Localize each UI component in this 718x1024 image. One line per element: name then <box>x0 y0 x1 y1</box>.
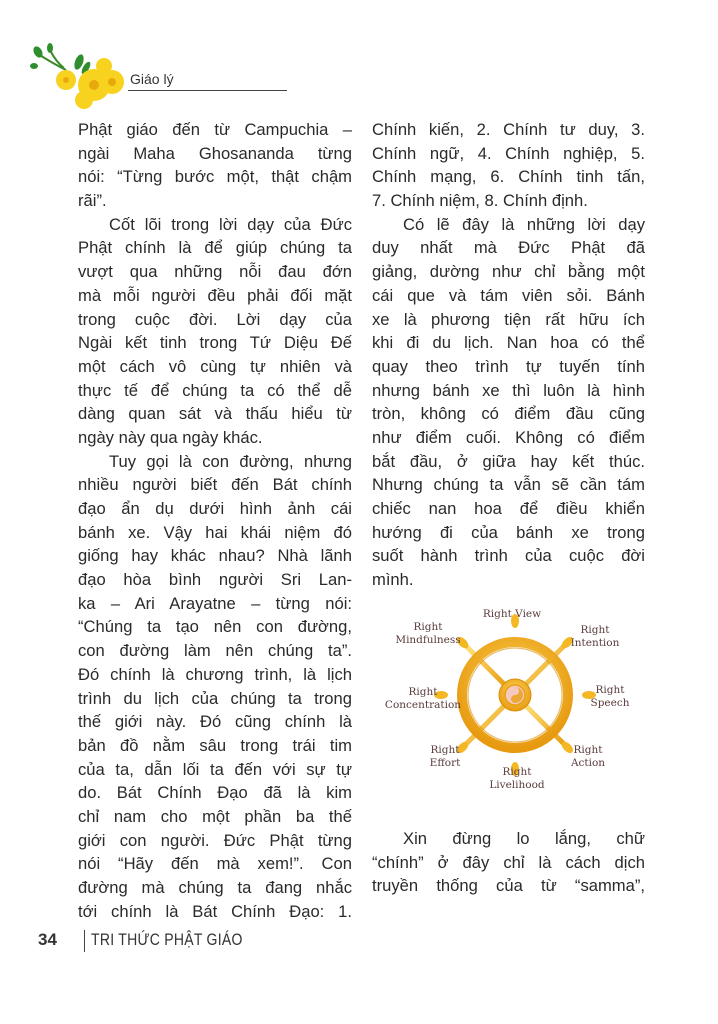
text-line: nhưng bánh xe thì luôn là hình <box>372 380 645 400</box>
text-line: nói: “Từng bước một, thật chậm <box>78 167 352 187</box>
label-right-effort: Right Effort <box>429 744 461 769</box>
text-line: của ta, dẫn lối ta đến với sự tự <box>78 759 352 779</box>
text-line: xe là phương tiện rất hữu ích <box>372 309 645 329</box>
text-line: Xin đừng lo lắng, chữ <box>403 829 645 848</box>
text-line: tới chính là Bát Chính Đạo: 1. <box>78 901 352 921</box>
text-line: dàng quan sát và thấu hiểu từ <box>78 404 352 424</box>
apricot-blossom-icon <box>24 40 134 110</box>
text-line: ka – Ari Arayatne – từng nói: <box>78 593 352 613</box>
label-right-mindfulness: Right Mindfulness <box>395 621 461 646</box>
text-line: nói “Hãy đến mà xem!”. Con <box>78 854 352 874</box>
footer-divider <box>84 930 85 952</box>
text-line: rãi”. <box>78 191 107 211</box>
text-line: bắt đầu, ở giữa hay kết thúc. <box>372 451 645 471</box>
text-line: Chính mạng, 6. Chính tinh tấn, <box>372 167 645 187</box>
text-line: nhiều người biết đến Bát chính <box>78 475 352 495</box>
text-line: suốt hành trình của cuộc đời <box>372 546 645 566</box>
text-line: đường mà chúng ta đang nhắc <box>78 878 352 897</box>
text-line: 7. Chính niệm, 8. Chính định. <box>372 191 588 211</box>
text-line: Đó chính là chương trình, là lịch <box>78 664 352 684</box>
text-line: con đường làm nên chúng ta”. <box>78 641 352 661</box>
label-right-speech: Right Speech <box>590 684 630 709</box>
dharma-wheel-figure <box>378 603 643 803</box>
text-line: Cốt lõi trong lời dạy của Đức <box>109 214 352 234</box>
text-line: do. Bát Chính Đạo đã là kim <box>78 783 352 803</box>
text-line: tròn, không có điểm đầu cũng <box>372 404 645 424</box>
text-line: Nhưng chúng ta vẫn sẽ cần tám <box>372 475 645 495</box>
text-line: khi đi du lịch. Nan hoa có thể <box>372 333 645 353</box>
text-line: Phật chính là để giúp chúng ta <box>78 238 352 258</box>
label-right-view: Right View <box>482 608 542 620</box>
section-rule <box>128 90 287 91</box>
text-line: “Chúng ta tạo nên con đường, <box>78 617 352 637</box>
text-line: Chính ngữ, 4. Chính nghiệp, 5. <box>372 143 645 163</box>
text-line: chỉ nam cho một phần ba thế <box>78 806 352 826</box>
text-line: mình. <box>372 570 414 590</box>
publication-title: TRI THỨC PHẬT GIÁO <box>91 931 243 949</box>
text-line: Phật giáo đến từ Campuchia – <box>78 120 352 139</box>
text-line: ngài Maha Ghosananda từng <box>78 143 352 163</box>
text-line: như điểm cuối. Không có điểm <box>372 427 645 447</box>
label-right-concentration: Right Concentration <box>384 686 462 711</box>
text-line: quay theo trình tự tuyến tính <box>372 356 645 376</box>
text-line: vượt qua những nỗi đau đớn <box>78 262 352 282</box>
text-line: thực tế để chúng ta có thể dễ <box>78 380 352 400</box>
label-right-action: Right Action <box>570 744 606 769</box>
page-number: 34 <box>38 930 57 949</box>
text-line: đạo ẩn dụ dưới hình ảnh cái <box>78 499 352 518</box>
text-line: hướng đi của bánh xe trong <box>372 522 645 542</box>
text-line: cái que và tám viên sỏi. Bánh <box>372 285 645 305</box>
text-line: giảng, dường như chỉ bằng một <box>372 262 645 282</box>
right-column-continued <box>372 827 645 898</box>
text-line: bản đồ nằm sâu trong trái tim <box>78 735 352 755</box>
text-line: Ngài kết tinh trong Tứ Diệu Đế <box>78 333 352 353</box>
text-line: đạo hòa bình người Sri Lan- <box>78 570 352 590</box>
section-label: Giáo lý <box>130 71 174 87</box>
text-line: Tuy gọi là con đường, nhưng <box>109 451 352 471</box>
text-line: Chính kiến, 2. Chính tư duy, 3. <box>372 120 645 139</box>
left-column <box>78 118 352 923</box>
text-line: giống hay khác nhau? Nhà lãnh <box>78 546 352 566</box>
text-line: duy nhất mà Đức Phật đã <box>372 238 645 258</box>
label-right-intention: Right Intention <box>570 624 620 649</box>
text-line: giới con người. Đức Phật từng <box>78 830 352 850</box>
text-line: truyền thống của từ “samma”, <box>372 876 645 896</box>
text-line: trong cuộc đời. Lời dạy của <box>78 309 352 329</box>
text-line: bánh xe. Vậy hai khái niệm đó <box>78 522 352 542</box>
text-line: ngày này qua ngày khác. <box>78 427 263 447</box>
right-column <box>372 118 645 592</box>
text-line: “chính” ở đây chỉ là cách dịch <box>372 852 645 872</box>
text-line: mà mỗi người đều phải đối mặt <box>78 285 352 305</box>
text-line: thế giới này. Đó cũng chính là <box>78 712 352 732</box>
text-line: Có lẽ đây là những lời dạy <box>403 214 645 234</box>
label-right-livelihood: Right Livelihood <box>489 766 545 791</box>
text-line: một cách vô cùng tự nhiên và <box>78 356 352 376</box>
text-line: chiếc nan hoa để điều khiển <box>372 499 645 518</box>
text-line: trình du lịch của chúng ta trong <box>78 688 352 708</box>
